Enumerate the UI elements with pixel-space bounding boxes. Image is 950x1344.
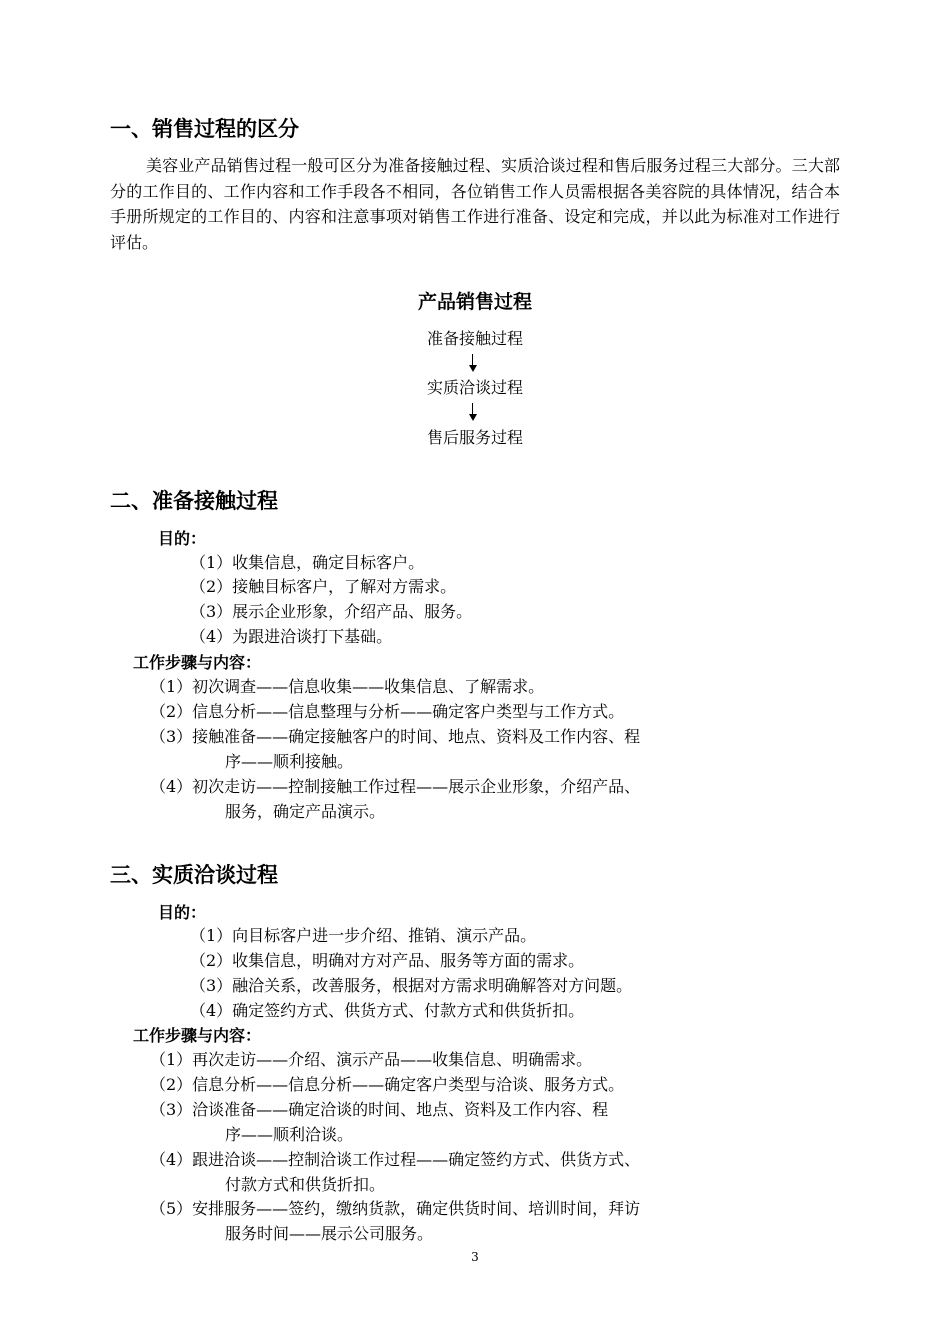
section3-step-5: （5）安排服务——签约，缴纳货款，确定供货时间、培训时间，拜访	[150, 1199, 641, 1218]
section3-title: 三、实质洽谈过程	[110, 863, 278, 887]
section3-goal-2: （2）收集信息，明确对方对产品、服务等方面的需求。	[190, 951, 585, 970]
section1-title: 一、销售过程的区分	[110, 117, 299, 141]
section2-steps-label: 工作步骤与内容：	[133, 653, 262, 672]
section3-step-3: （3）洽谈准备——确定洽谈的时间、地点、资料及工作内容、程	[150, 1100, 609, 1119]
down-arrow-icon	[467, 403, 479, 421]
section3-step-1: （1）再次走访——介绍、演示产品——收集信息、明确需求。	[150, 1050, 593, 1069]
section2-step-3-cont: 序——顺利接触。	[225, 752, 354, 771]
section2-goal-3: （3）展示企业形象，介绍产品、服务。	[190, 602, 473, 621]
section2-goal-label: 目的：	[158, 529, 207, 548]
section3-goal-4: （4）确定签约方式、供货方式、付款方式和供货折扣。	[190, 1001, 585, 1020]
section2-title: 二、准备接触过程	[110, 489, 278, 513]
section2-goal-4: （4）为跟进洽谈打下基础。	[190, 627, 393, 646]
down-arrow-icon	[467, 354, 479, 372]
section1-paragraph: 美容业产品销售过程一般可区分为准备接触过程、实质洽谈过程和售后服务过程三大部分。三大部分的工作目的、工作内容和工作手段各不相同，各位销售工作人员需根据各美容院的具体情况，结合本手册所规定的工作目的、内容和注意事项对销售工作进行准备、设定和完成，并以此为标准对工作进行评估。	[110, 156, 840, 252]
section2-step-4-cont: 服务，确定产品演示。	[225, 802, 386, 821]
section3-goal-1: （1）向目标客户进一步介绍、推销、演示产品。	[190, 926, 537, 945]
page-number: 3	[471, 1250, 479, 1264]
section3-step-5-cont: 服务时间——展示公司服务。	[225, 1224, 434, 1243]
section2-goal-1: （1）收集信息，确定目标客户。	[190, 553, 425, 572]
section3-goal-3: （3）融洽关系，改善服务，根据对方需求明确解答对方问题。	[190, 976, 633, 995]
section2-goal-2: （2）接触目标客户，了解对方需求。	[190, 577, 457, 596]
flow-step-3: 售后服务过程	[426, 428, 523, 447]
flow-step-2: 实质洽谈过程	[426, 378, 523, 397]
section3-step-3-cont: 序——顺利洽谈。	[225, 1125, 354, 1144]
section3-step-4-cont: 付款方式和供货折扣。	[225, 1175, 386, 1194]
section2-step-4: （4）初次走访——控制接触工作过程——展示企业形象，介绍产品、	[150, 777, 641, 796]
section3-step-4: （4）跟进洽谈——控制洽谈工作过程——确定签约方式、供货方式、	[150, 1150, 641, 1169]
section2-step-2: （2）信息分析——信息整理与分析——确定客户类型与工作方式。	[150, 702, 625, 721]
section3-goal-label: 目的：	[158, 903, 207, 922]
flow-title: 产品销售过程	[417, 291, 532, 313]
section3-step-2: （2）信息分析——信息分析——确定客户类型与洽谈、服务方式。	[150, 1075, 625, 1094]
section2-step-3: （3）接触准备——确定接触客户的时间、地点、资料及工作内容、程	[150, 727, 641, 746]
flow-step-1: 准备接触过程	[426, 329, 523, 348]
section2-step-1: （1）初次调查——信息收集——收集信息、了解需求。	[150, 677, 545, 696]
section3-steps-label: 工作步骤与内容：	[133, 1026, 262, 1045]
